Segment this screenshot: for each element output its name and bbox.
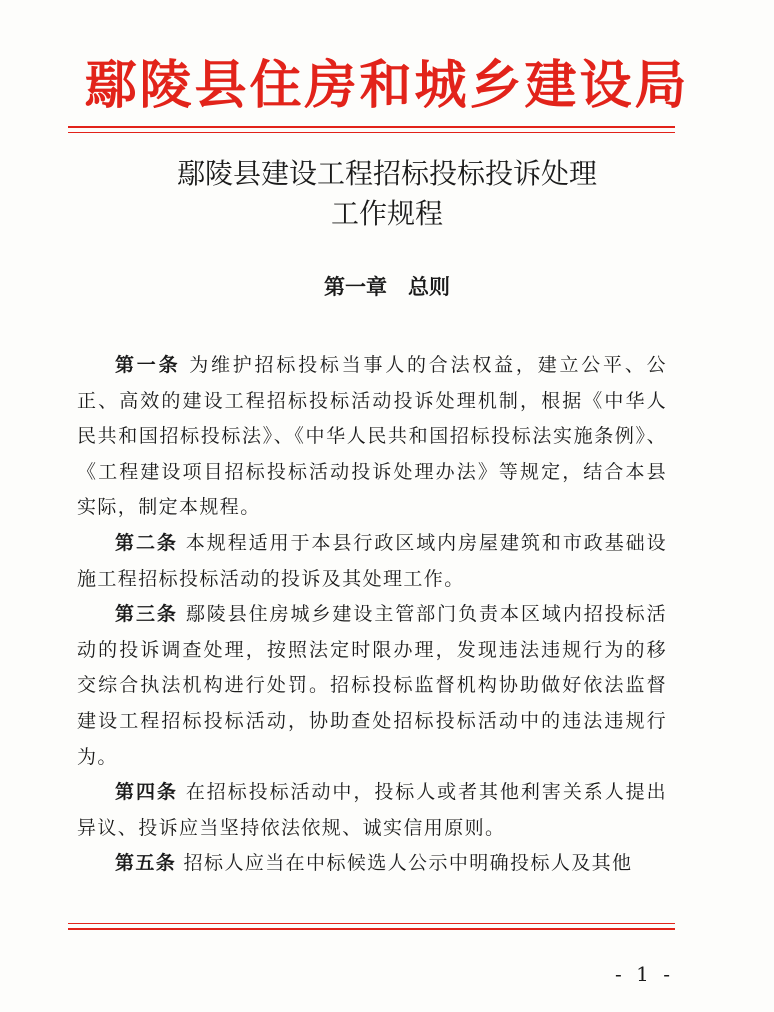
document-title-line-1: 鄢陵县建设工程招标投标投诉处理 — [176, 157, 597, 190]
article-label: 第二条 — [115, 531, 178, 554]
document-body — [77, 348, 667, 882]
document-title — [0, 154, 774, 234]
chapter-heading: 第一章 总则 — [324, 274, 450, 299]
article-text: 招标人应当在中标候选人公示中明确投标人及其他 — [183, 852, 633, 875]
agency-letterhead: 鄢陵县住房和城乡建设局 — [84, 55, 690, 116]
article-text: 为维护招标投标当事人的合法权益，建立公平、公正、高效的建设工程招标投标活动投诉处理机制，根据《中华人民共和国招标投标法》、《中华人民共和国招标投标法实施条例》、《工程建设项目招标投标活动投诉处理办法》等规定，结合本县实际，制定本规程。 — [77, 354, 667, 519]
article-paragraph — [77, 775, 667, 846]
article-label: 第一条 — [115, 354, 181, 376]
article-text: 鄢陵县住房城乡建设主管部门负责本区域内招投标活动的投诉调查处理，按照法定时限办理，发现违法违规行为的移交综合执法机构进行处罚。招标投标监督机构协助做好依法监督建设工程招标投标活动，协助查处招标投标活动中的违法违规行为。 — [77, 603, 667, 768]
article-label: 第三条 — [115, 603, 178, 626]
header-rule-thin — [68, 132, 675, 133]
article-text: 本规程适用于本县行政区域内房屋建筑和市政基础设施工程招标投标活动的投诉及其处理工作。 — [77, 531, 667, 590]
article-paragraph — [77, 526, 667, 597]
header-rule-thick — [68, 126, 675, 128]
article-paragraph — [77, 348, 667, 526]
document-title-line-2: 工作规程 — [330, 197, 443, 230]
footer-rule-thin — [68, 923, 675, 924]
article-paragraph — [77, 846, 667, 882]
page-number: - 1 - — [615, 962, 674, 986]
article-text: 在招标投标活动中，投标人或者其他利害关系人提出异议、投诉应当坚持依法依规、诚实信用原则。 — [77, 781, 667, 839]
footer-rule-thick — [68, 928, 675, 930]
article-label: 第四条 — [115, 781, 178, 804]
article-label: 第五条 — [115, 852, 177, 875]
article-paragraph — [77, 597, 667, 775]
